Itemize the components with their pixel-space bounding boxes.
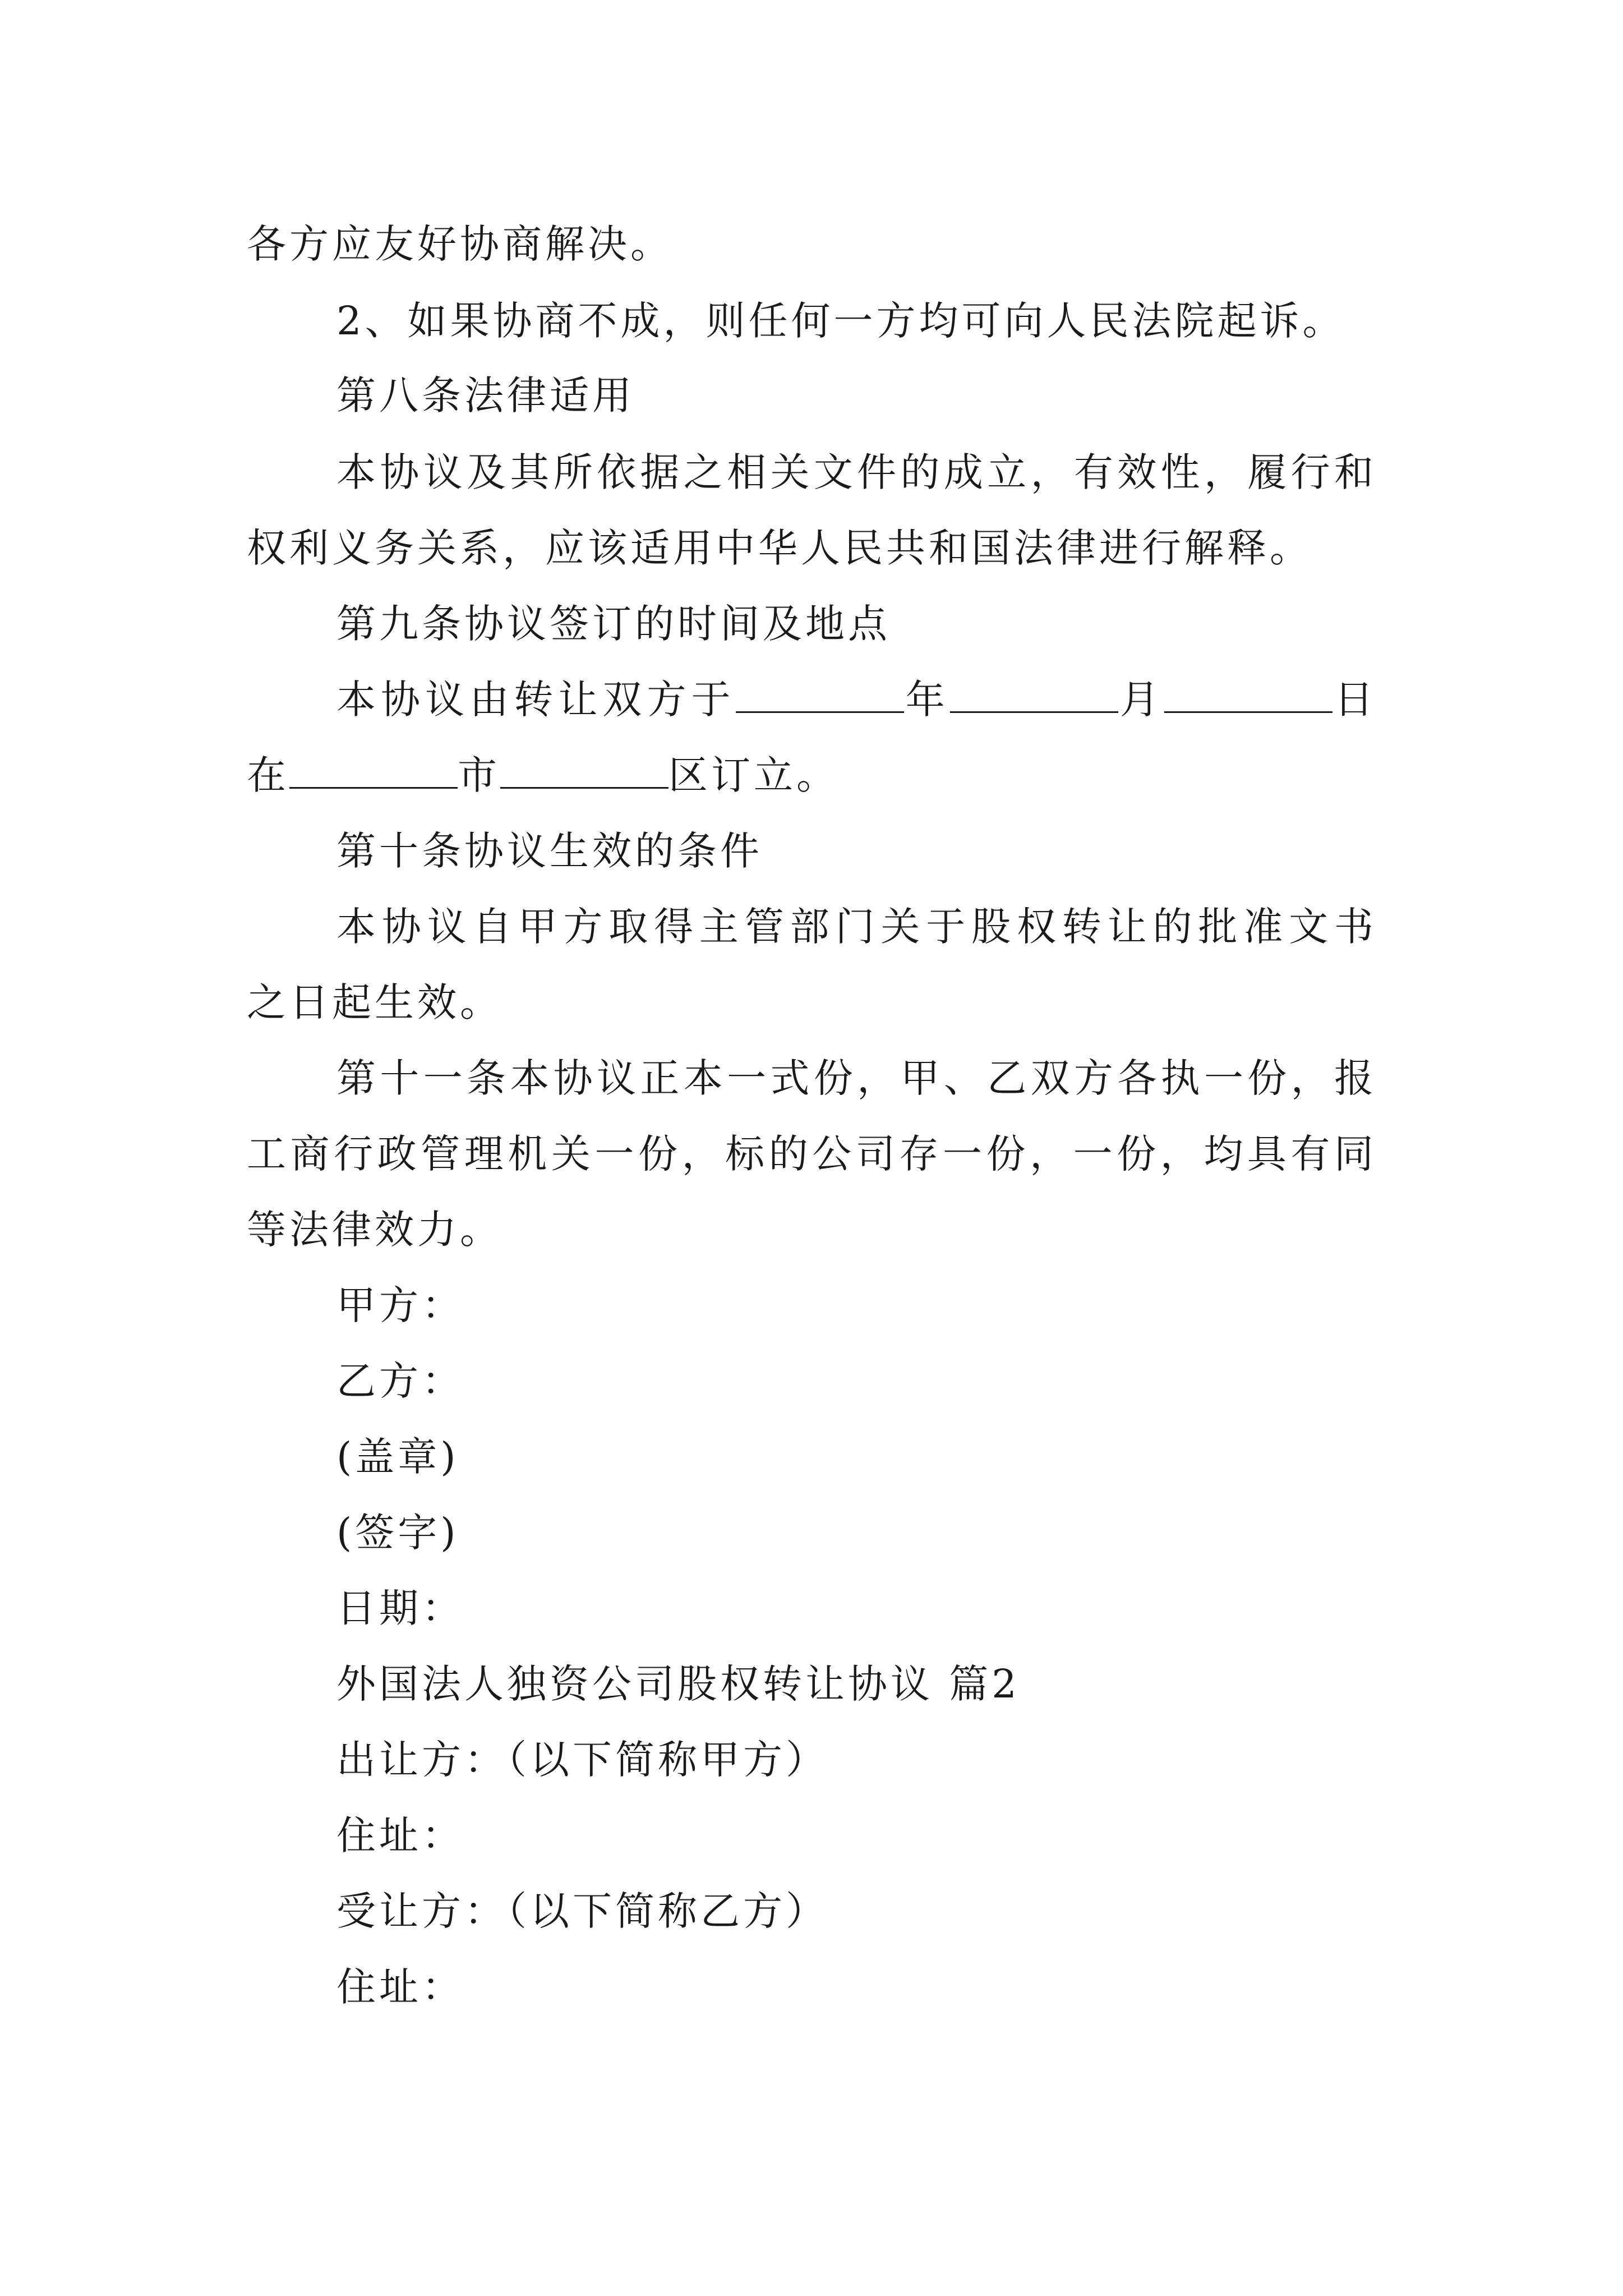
paragraph-line: 工商行政管理机关一份，标的公司存一份，一份，均具有同 [247,1131,1377,1177]
paragraph-line: 之日起生效。 [247,979,502,1025]
day-label: 日 [1332,677,1377,723]
signing-place-prefix: 在 [247,752,289,798]
month-blank [950,675,1118,713]
party-a-label: 甲方： [336,1282,464,1328]
transferor-label: 出让方：（以下简称甲方） [336,1737,828,1783]
year-label: 年 [903,677,950,723]
article-heading: 第九条协议签订的时间及地点 [336,601,891,647]
party-b-label: 乙方： [336,1358,464,1404]
city-label: 市 [458,752,500,798]
paragraph-line: 本协议自甲方取得主管部门关于股权转让的批准文书 [336,904,1377,950]
paragraph-line: 权利义务关系，应该适用中华人民共和国法律进行解释。 [247,525,1312,571]
address-label: 住址： [336,1964,464,2010]
paragraph-line: 第十一条本协议正本一式份，甲、乙双方各执一份，报 [336,1055,1377,1101]
paragraph-line: 各方应友好协商解决。 [247,221,673,267]
address-label: 住址： [336,1812,464,1858]
city-blank [289,751,458,789]
signature-label: (签字) [336,1510,459,1556]
district-label: 区订立。 [668,752,839,798]
signing-date-line [336,671,1377,728]
year-blank [736,675,904,713]
transferee-label: 受让方：（以下简称乙方） [336,1888,828,1934]
signing-date-prefix: 本协议由转让双方于 [336,677,736,723]
day-blank [1164,675,1332,713]
section-title: 外国法人独资公司股权转让协议 篇2 [336,1661,1020,1707]
paragraph-line: 2、如果协商不成，则任何一方均可向人民法院起诉。 [336,298,1345,344]
paragraph-line: 等法律效力。 [247,1207,502,1253]
paragraph-line: 本协议及其所依据之相关文件的成立，有效性，履行和 [336,449,1377,495]
signing-place-line [247,747,839,803]
article-heading: 第八条法律适用 [336,372,635,418]
article-heading: 第十条协议生效的条件 [336,828,763,874]
district-blank [500,751,668,789]
seal-label: (盖章) [336,1434,459,1480]
date-label: 日期： [336,1585,464,1631]
month-label: 月 [1118,677,1164,723]
